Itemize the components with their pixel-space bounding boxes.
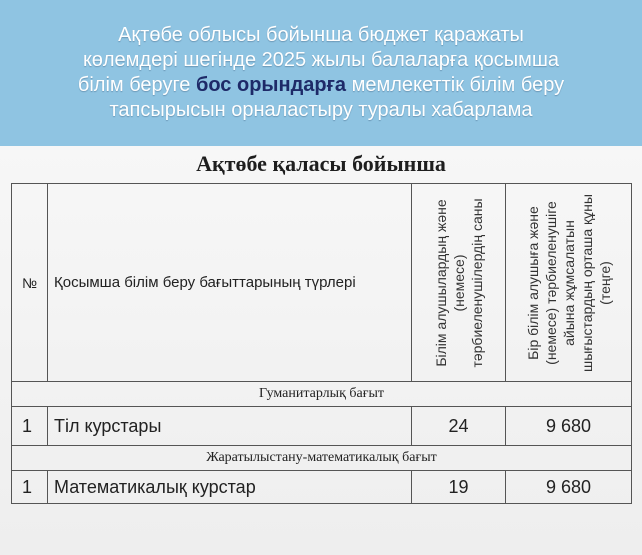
section-title: Гуманитарлық бағыт	[12, 382, 632, 407]
table-row	[12, 471, 632, 504]
banner-line-3	[78, 73, 564, 98]
header-student-count-text: Білім алушылардың және (немесе) тәрбиеленушілердің саны	[432, 197, 485, 368]
banner-highlight: бос орындарға	[195, 74, 347, 96]
places-table	[11, 183, 632, 504]
banner-line-1	[118, 23, 524, 48]
header-average-cost-text: Бір білім алушыға және (немесе) тәрбиеленушіге айына жұмсалатын шығыстардың орташа құны (теңге)	[524, 193, 613, 372]
row-average-cost: 9 680	[506, 407, 632, 446]
banner-text: мемлекеттік білім беру	[346, 74, 565, 96]
banner-text: Ақтөбе облысы бойынша бюджет қаражаты	[118, 24, 524, 46]
banner-line-4	[109, 98, 532, 123]
banner-text: білім беруге	[77, 74, 196, 96]
row-number: 1	[12, 407, 48, 446]
header-average-cost	[506, 184, 632, 382]
banner-text: тапсырысын орналастыру туралы хабарлама	[109, 99, 533, 121]
row-course-name: Математикалық курстар	[48, 471, 412, 504]
row-course-name: Тіл курстары	[48, 407, 412, 446]
header-direction-type: Қосымша білім беру бағыттарының түрлері	[48, 184, 412, 382]
header-number: №	[12, 184, 48, 382]
announcement-banner	[0, 0, 642, 146]
page-subtitle: Ақтөбе қаласы бойынша	[196, 151, 446, 176]
section-row	[12, 446, 632, 471]
section-row	[12, 382, 632, 407]
banner-line-2	[83, 48, 559, 73]
row-student-count: 19	[412, 471, 506, 504]
header-student-count	[412, 184, 506, 382]
banner-text: көлемдері шегінде 2025 жылы балаларға қосымша	[82, 49, 559, 71]
table-row	[12, 407, 632, 446]
row-number: 1	[12, 471, 48, 504]
row-student-count: 24	[412, 407, 506, 446]
row-average-cost: 9 680	[506, 471, 632, 504]
section-title: Жаратылыстану-математикалық бағыт	[12, 446, 632, 471]
table-header-row	[12, 184, 632, 382]
